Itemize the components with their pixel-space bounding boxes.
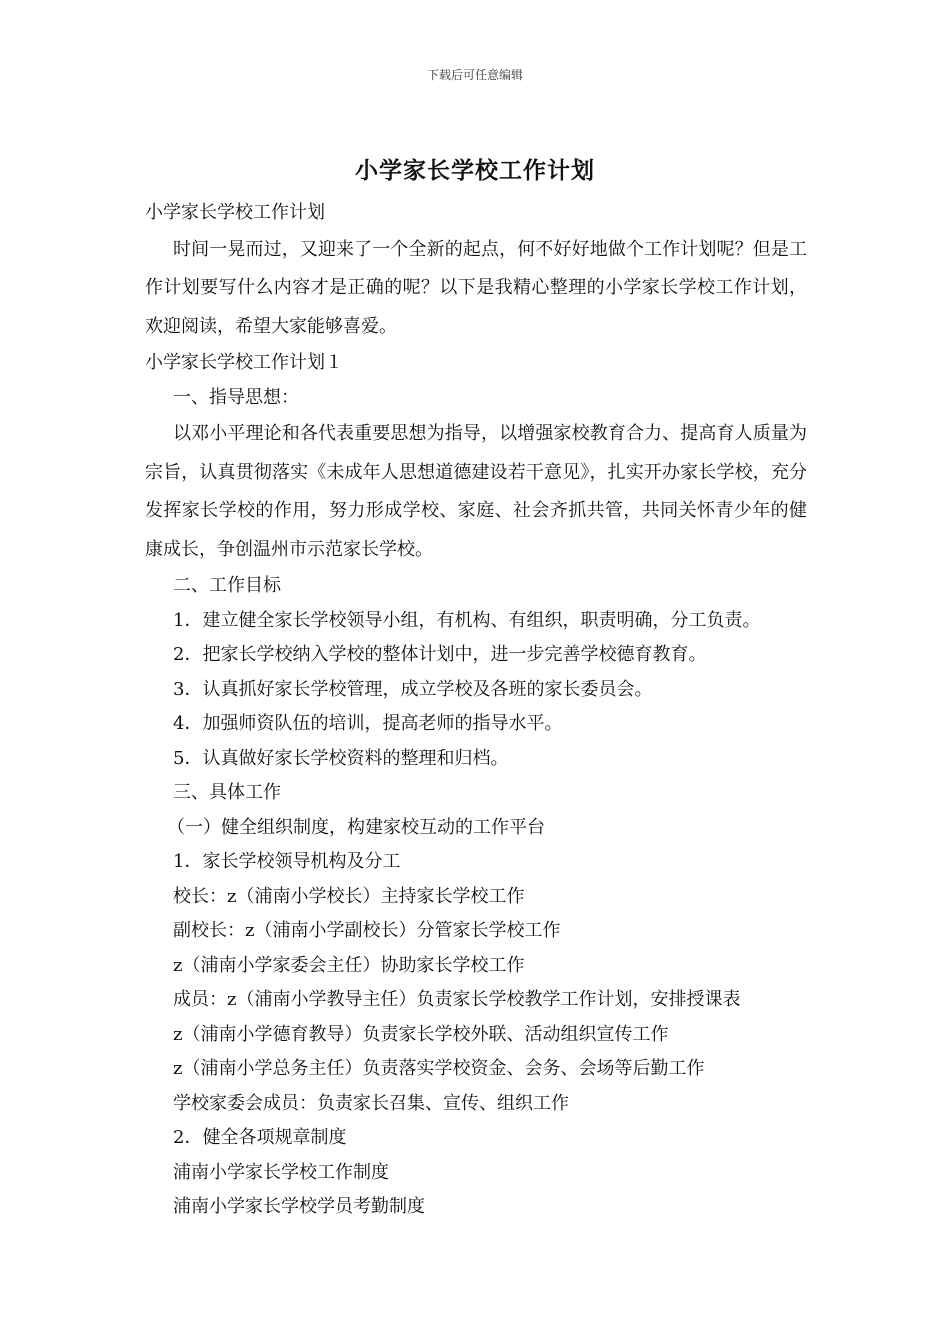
text-line: 学校家委会成员：负责家长召集、宣传、组织工作 xyxy=(173,1092,569,1114)
list-item: 1．建立健全家长学校领导小组，有机构、有组织，职责明确，分工负责。 xyxy=(173,609,761,631)
guiding-paragraph: 以邓小平理论和各代表重要思想为指导，以增强家校教育合力、提高育人质量为宗旨，认真贯彻落实《未成年人思想道德建设若干意见》，扎实开办家长学校，充分发挥家长学校的作用，努力形成学校、家庭、社会齐抓共管，共同关怀青少年的健康成长，争创温州市示范家长学校。 xyxy=(145,423,807,560)
section-heading: 二、工作目标 xyxy=(173,575,281,596)
text-line: z（浦南小学家委会主任）协助家长学校工作 xyxy=(173,954,525,976)
text-line: 浦南小学家长学校学员考勤制度 xyxy=(173,1196,425,1217)
list-item: 4．加强师资队伍的培训，提高老师的指导水平。 xyxy=(173,713,563,734)
section-heading: 一、指导思想： xyxy=(173,386,299,408)
section-heading: 三、具体工作 xyxy=(173,782,281,803)
text-line: 浦南小学家长学校工作制度 xyxy=(173,1161,389,1183)
text-line: 成员：z（浦南小学教导主任）负责家长学校教学工作计划，安排授课表 xyxy=(173,989,741,1010)
intro-paragraph: 时间一晃而过，又迎来了一个全新的起点，何不好好地做个工作计划呢？但是工作计划要写什么内容才是正确的呢？以下是我精心整理的小学家长学校工作计划，欢迎阅读，希望大家能够喜爱。 xyxy=(145,238,807,337)
list-item: 5．认真做好家长学校资料的整理和归档。 xyxy=(173,747,509,769)
list-item: 2．把家长学校纳入学校的整体计划中，进一步完善学校德育教育。 xyxy=(173,644,707,665)
text-line: 小学家长学校工作计划 xyxy=(145,202,325,223)
list-item: 1．家长学校领导机构及分工 xyxy=(173,851,401,872)
plan-heading: 小学家长学校工作计划１ xyxy=(145,352,343,373)
text-line: z（浦南小学总务主任）负责落实学校资金、会务、会场等后勤工作 xyxy=(173,1058,705,1079)
document-body xyxy=(145,196,807,1225)
text-line: 副校长：z（浦南小学副校长）分管家长学校工作 xyxy=(173,920,561,941)
subsection-heading: （一）健全组织制度，构建家校互动的工作平台 xyxy=(167,816,545,838)
header-note: 下载后可任意编辑 xyxy=(426,68,523,82)
list-item: 2．健全各项规章制度 xyxy=(173,1127,347,1148)
document-title: 小学家长学校工作计划 xyxy=(355,157,595,184)
text-line: 校长：z（浦南小学校长）主持家长学校工作 xyxy=(173,885,525,907)
text-line: z（浦南小学德育教导）负责家长学校外联、活动组织宣传工作 xyxy=(173,1023,669,1045)
list-item: 3．认真抓好家长学校管理，成立学校及各班的家长委员会。 xyxy=(173,678,653,700)
